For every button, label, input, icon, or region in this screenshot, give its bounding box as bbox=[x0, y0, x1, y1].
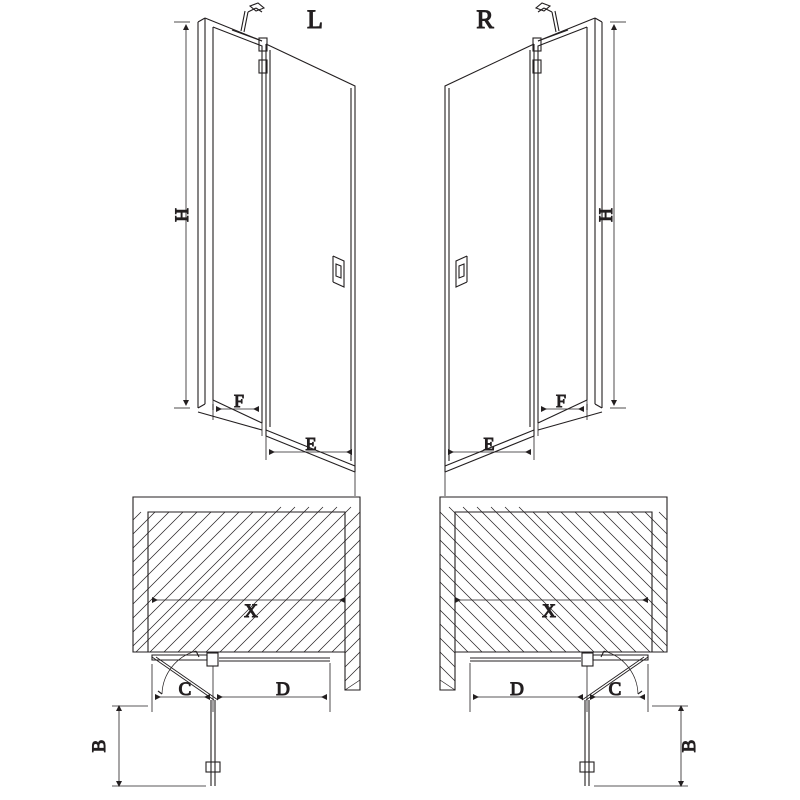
label-F-left: F bbox=[233, 391, 245, 411]
elevation-right-view bbox=[445, 3, 626, 496]
label-H-right: H bbox=[596, 208, 617, 222]
label-D-right: D bbox=[510, 679, 524, 700]
label-X-left: X bbox=[244, 601, 258, 622]
label-E-left: E bbox=[305, 434, 317, 454]
plan-left-view bbox=[89, 497, 360, 787]
heading-right: R bbox=[476, 5, 494, 34]
label-X-right: X bbox=[542, 601, 556, 622]
label-C-left: C bbox=[178, 679, 192, 700]
label-H-left: H bbox=[172, 208, 193, 222]
label-B-left: B bbox=[89, 739, 110, 753]
label-E-right: E bbox=[483, 434, 495, 454]
label-C-right: C bbox=[608, 679, 622, 700]
label-F-right: F bbox=[555, 391, 567, 411]
plan-right-view bbox=[440, 497, 688, 787]
label-B-right: B bbox=[679, 739, 700, 753]
heading-left: L bbox=[307, 5, 323, 34]
label-D-left: D bbox=[276, 679, 290, 700]
elevation-left-view bbox=[172, 3, 355, 496]
